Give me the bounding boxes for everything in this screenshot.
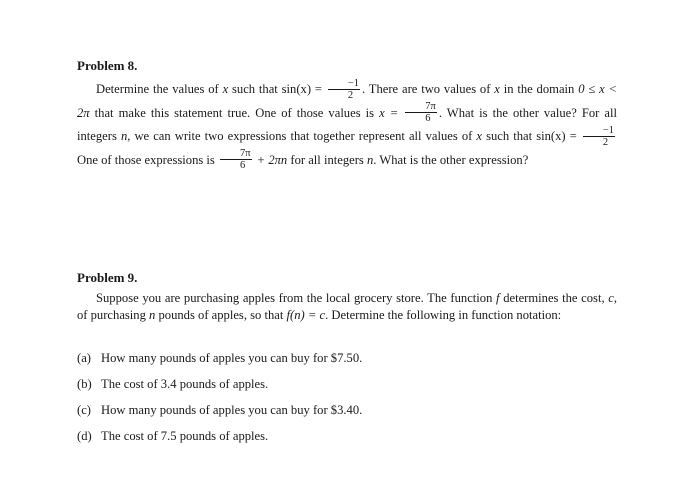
text-span: determines the cost,	[499, 291, 609, 305]
list-item	[77, 402, 362, 418]
fraction-neg1-over-2	[583, 125, 615, 148]
text-span: that make this statement true. One of those values is	[89, 105, 380, 120]
text-span: Suppose you are purchasing apples from the local grocery store. The function	[96, 291, 497, 305]
list-item-text: The cost of 7.5 pounds of apples.	[101, 429, 269, 443]
math-var-f: f	[496, 291, 500, 305]
list-item	[77, 428, 268, 444]
math-plus-2pin: + 2πn	[253, 152, 288, 167]
math-domain: 0 ≤ x < 2π	[77, 82, 618, 120]
list-item-text: The cost of 3.4 pounds of apples.	[101, 377, 269, 391]
text-span: pounds of apples, so that	[155, 308, 287, 322]
text-span: Determine the values of	[96, 82, 223, 96]
text-span: . What is the other expression?	[373, 152, 529, 167]
problem-8-body	[77, 78, 617, 172]
fraction-numerator: −1	[583, 125, 615, 137]
text-span: One of those expressions is	[77, 152, 218, 167]
math-var-n: n	[149, 308, 156, 322]
math-var-x: x	[494, 82, 500, 96]
math-x-equals: x =	[379, 105, 404, 120]
fraction-numerator: −1	[328, 78, 360, 90]
math-var-x: x	[476, 129, 483, 144]
math-var-x: x	[222, 82, 229, 96]
problem-9	[77, 270, 618, 443]
text-span: . Determine the following in function notation:	[325, 308, 562, 322]
fraction-numerator: 7π	[220, 148, 252, 160]
math-sin-x: sin(x)	[536, 129, 566, 144]
problem-8-title: Problem 8.	[77, 58, 138, 73]
list-item	[77, 350, 362, 366]
text-span: for all integers	[287, 152, 367, 167]
list-item-label: (a)	[77, 351, 91, 365]
text-span: . There are two values of	[362, 82, 495, 96]
list-item-label: (b)	[77, 377, 92, 391]
text-span: in the domain	[499, 82, 575, 96]
math-var-n: n	[120, 129, 128, 144]
math-equals: =	[311, 82, 326, 96]
problem-9-intro	[77, 290, 617, 324]
list-item-text: How many pounds of apples you can buy for $3.40.	[101, 403, 363, 417]
list-item	[77, 376, 268, 392]
math-function-equation: f(n) = c	[286, 308, 326, 322]
fraction-denominator: 6	[239, 160, 246, 172]
fraction-neg1-over-2	[328, 78, 360, 101]
math-sin-x: sin(x)	[281, 82, 312, 96]
text-span: , we can write two expressions that together represent all values of	[127, 129, 477, 144]
text-span: . What is the other value?	[438, 105, 577, 120]
math-equals: =	[565, 129, 581, 144]
fraction-7pi-over-6	[405, 101, 437, 124]
fraction-7pi-over-6	[220, 148, 252, 171]
list-item-label: (d)	[77, 429, 92, 443]
fraction-numerator: 7π	[405, 101, 437, 113]
fraction-denominator: 6	[425, 113, 431, 125]
fraction-denominator: 2	[602, 136, 609, 148]
list-item-label: (c)	[77, 403, 91, 417]
math-var-c: c	[608, 291, 614, 305]
text-span: For all integers	[77, 105, 617, 144]
problem-8	[77, 58, 617, 172]
problem-9-title: Problem 9.	[77, 270, 138, 285]
text-span: such that	[228, 82, 282, 96]
text-span: such that	[482, 129, 533, 144]
list-item-text: How many pounds of apples you can buy for $7.50.	[101, 351, 363, 365]
text-span: , of purchasing	[77, 291, 618, 322]
fraction-denominator: 2	[347, 89, 354, 101]
math-var-n: n	[366, 152, 374, 167]
